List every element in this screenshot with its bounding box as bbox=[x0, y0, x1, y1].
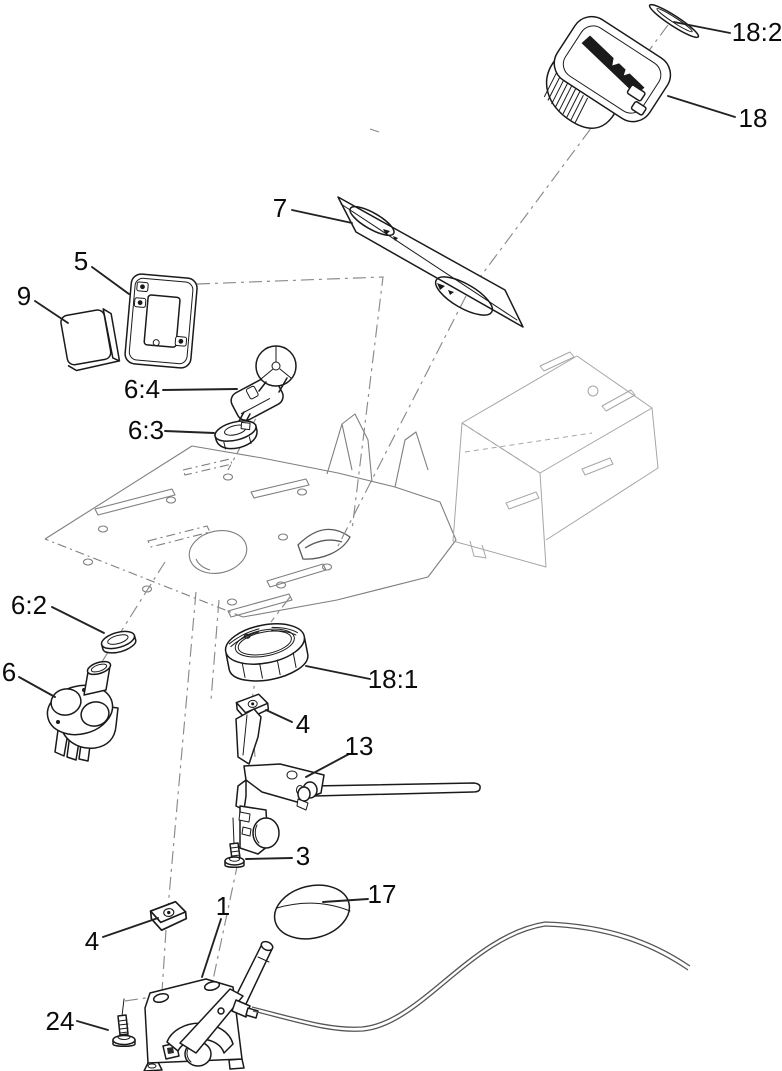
callout-label-4-lower: 4 bbox=[84, 926, 100, 956]
knob-part-17 bbox=[269, 878, 355, 947]
callout-label-5: 5 bbox=[73, 246, 89, 276]
throttle-cable bbox=[252, 922, 690, 1031]
leader-5 bbox=[92, 267, 129, 294]
leader-7 bbox=[292, 210, 352, 223]
bezel-part-5 bbox=[124, 273, 198, 368]
key-part-6-4 bbox=[228, 346, 296, 426]
leader-18-1 bbox=[306, 666, 370, 679]
control-panel-plate bbox=[45, 414, 456, 617]
ignition-switch-part-6 bbox=[42, 659, 118, 761]
clip-nut-part-4-lower bbox=[150, 901, 187, 931]
fuel-cap-part-18 bbox=[530, 9, 678, 154]
callout-label-17: 17 bbox=[367, 879, 397, 909]
leader-3 bbox=[246, 858, 292, 859]
leader-4-lower bbox=[103, 918, 158, 937]
callout-label-6: 6 bbox=[1, 657, 17, 687]
callout-label-6-3: 6:3 bbox=[127, 415, 165, 445]
decal-part-7 bbox=[338, 197, 523, 327]
leader-4-upper bbox=[266, 710, 292, 722]
callout-label-4-upper: 4 bbox=[295, 709, 311, 739]
assembly-axis-lines bbox=[98, 25, 668, 1001]
rear-wing-bracket bbox=[298, 529, 350, 559]
leader-18 bbox=[668, 96, 735, 117]
washer-part-6-2 bbox=[100, 628, 138, 656]
callout-label-6-2: 6:2 bbox=[10, 590, 48, 620]
callout-label-6-4: 6:4 bbox=[123, 374, 161, 404]
leader-13 bbox=[306, 754, 349, 777]
leader-1 bbox=[202, 919, 221, 977]
callout-label-1: 1 bbox=[215, 891, 231, 921]
leader-24 bbox=[77, 1021, 108, 1030]
leader-9 bbox=[35, 301, 68, 323]
callout-label-7: 7 bbox=[272, 193, 288, 223]
screw-part-24 bbox=[113, 999, 135, 1046]
callout-label-24: 24 bbox=[45, 1006, 75, 1036]
leader-6-4 bbox=[163, 389, 237, 390]
nut-part-6-3 bbox=[213, 417, 260, 452]
gasket-part-18-2 bbox=[647, 1, 701, 41]
callout-label-18: 18 bbox=[738, 103, 768, 133]
callout-label-18-1: 18:1 bbox=[367, 664, 419, 694]
leader-6-3 bbox=[165, 431, 214, 433]
callout-label-18-2: 18:2 bbox=[731, 17, 782, 47]
callout-labels bbox=[2, 17, 782, 1036]
callout-label-9: 9 bbox=[16, 281, 32, 311]
plug-part-9 bbox=[60, 308, 120, 372]
console-body bbox=[453, 352, 658, 567]
callout-label-13: 13 bbox=[344, 731, 374, 761]
leader-6 bbox=[19, 677, 55, 697]
callout-label-3: 3 bbox=[295, 841, 311, 871]
leader-6-2 bbox=[52, 607, 104, 633]
retaining-ring-part-18-1 bbox=[222, 618, 311, 687]
